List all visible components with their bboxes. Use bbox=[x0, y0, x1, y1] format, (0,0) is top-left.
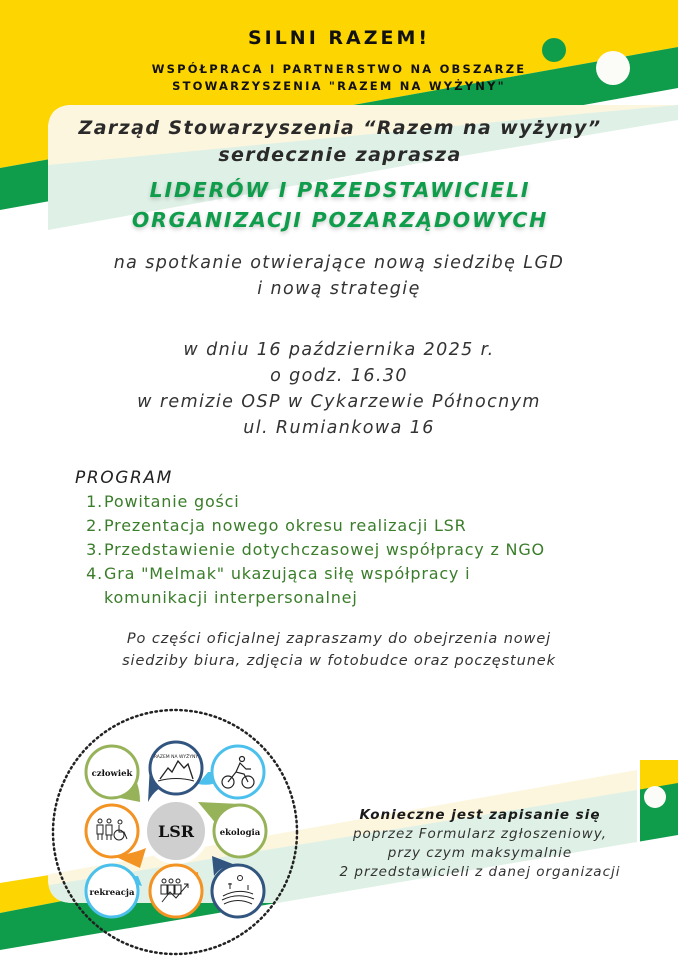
invitation-line2: serdecznie zaprasza bbox=[218, 144, 462, 166]
petal-label-ekologia: ekologia bbox=[219, 828, 261, 838]
event-date: w dniu 16 października 2025 r. bbox=[183, 340, 495, 360]
program-item bbox=[86, 490, 646, 514]
petal-label-rekreacja: rekreacja bbox=[89, 888, 135, 898]
event-time: o godz. 16.30 bbox=[270, 366, 408, 386]
program-item-number: 1. bbox=[86, 492, 103, 511]
program-item-continuation bbox=[86, 586, 646, 610]
after-note-line1: Po części oficjalnej zapraszamy do obejrzenia nowej bbox=[126, 631, 552, 647]
purpose-line1: na spotkanie otwierające nową siedzibę LGD bbox=[113, 253, 565, 273]
program-list bbox=[86, 490, 646, 610]
program-item bbox=[86, 538, 646, 562]
program-item bbox=[86, 514, 646, 538]
registration-line2: poprzez Formularz zgłoszeniowy, bbox=[352, 826, 607, 842]
program-item-text: Prezentacja nowego okresu realizacji LSR bbox=[104, 516, 467, 535]
header-title: SILNI RAZEM! bbox=[247, 27, 431, 49]
petal-label-czlowiek: człowiek bbox=[91, 769, 133, 779]
program-item-number: 4. bbox=[86, 564, 103, 583]
leaders-heading-line1: LIDERÓW I PRZEDSTAWICIELI bbox=[149, 178, 531, 202]
lsr-graphic bbox=[48, 706, 308, 960]
registration-line4: 2 przedstawicieli z danej organizacji bbox=[339, 864, 621, 880]
event-place: w remizie OSP w Cykarzewie Północnym bbox=[137, 392, 541, 412]
petal-logo bbox=[150, 742, 202, 794]
after-note-line2: siedziby biura, zdjęcia w fotobudce oraz poczęstunek bbox=[122, 653, 556, 669]
petal-growth bbox=[150, 865, 202, 917]
program-title: PROGRAM bbox=[75, 468, 173, 488]
program-item-text: komunikacji interpersonalnej bbox=[104, 588, 358, 607]
header-subtitle-line2: STOWARZYSZENIA "RAZEM NA WYŻYNY" bbox=[172, 79, 506, 93]
program-item-text: Powitanie gości bbox=[104, 492, 240, 511]
program-item-text: Przedstawienie dotychczasowej współpracy z NGO bbox=[104, 540, 545, 559]
registration-note bbox=[325, 806, 635, 882]
header-subtitle-line1: WSPÓŁPRACA I PARTNERSTWO NA OBSZARZE bbox=[151, 62, 527, 76]
registration-line3: przy czym maksymalnie bbox=[387, 845, 573, 861]
program-item-number: 2. bbox=[86, 516, 103, 535]
logo-text: RAZEM NA WYŻYNY bbox=[153, 755, 199, 760]
event-address: ul. Rumiankowa 16 bbox=[243, 418, 435, 438]
program-item-text: Gra "Melmak" ukazująca siłę współpracy i bbox=[104, 564, 471, 583]
leaders-heading-line2: ORGANIZACJI POZARZĄDOWYCH bbox=[131, 208, 549, 232]
purpose-line2: i nową strategię bbox=[257, 279, 421, 299]
registration-required: Konieczne jest zapisanie się bbox=[359, 807, 601, 823]
lsr-center-label: LSR bbox=[157, 822, 195, 841]
program-item bbox=[86, 562, 646, 586]
program-item-number: 3. bbox=[86, 540, 103, 559]
invitation-line1: Zarząd Stowarzyszenia “Razem na wyżyny” bbox=[78, 117, 602, 139]
